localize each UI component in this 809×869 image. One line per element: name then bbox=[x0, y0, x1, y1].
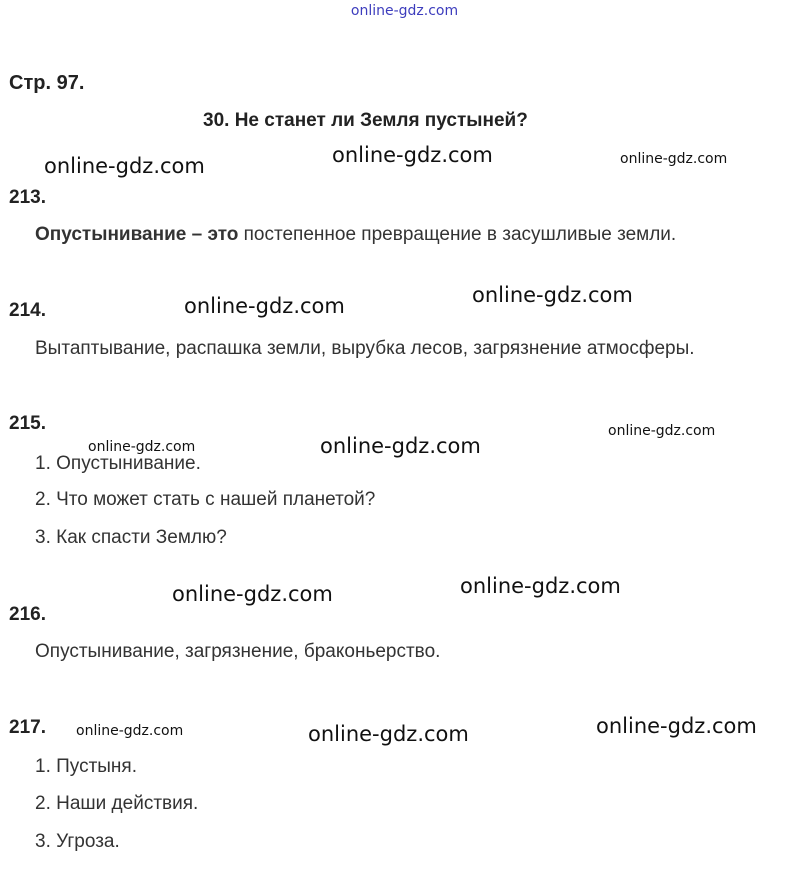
watermark: online-gdz.com bbox=[608, 423, 716, 439]
task-number-214: 214. bbox=[9, 300, 46, 321]
definition-text: постепенное превращение в засушливые земли. bbox=[238, 224, 677, 245]
watermark: online-gdz.com bbox=[88, 439, 196, 455]
task-number-217: 217. bbox=[9, 717, 46, 738]
task-number-216: 216. bbox=[9, 604, 46, 625]
watermark: online-gdz.com bbox=[44, 154, 205, 178]
lesson-title: 30. Не станет ли Земля пустыней? bbox=[203, 110, 528, 131]
task-number-213: 213. bbox=[9, 187, 46, 208]
task-214-answer: Вытаптывание, распашка земли, вырубка лесов, загрязнение атмосферы. bbox=[35, 338, 695, 359]
list-item: 2. Наши действия. bbox=[35, 793, 199, 814]
task-213-answer bbox=[35, 224, 676, 246]
list-item: 2. Что может стать с нашей планетой? bbox=[35, 489, 376, 510]
task-number-215: 215. bbox=[9, 413, 46, 434]
list-item: 1. Пустыня. bbox=[35, 756, 137, 777]
term-definition-label: Опустынивание – это bbox=[35, 224, 239, 245]
watermark: online-gdz.com bbox=[320, 434, 481, 458]
watermark: online-gdz.com bbox=[460, 574, 621, 598]
watermark: online-gdz.com bbox=[76, 723, 184, 739]
watermark: online-gdz.com bbox=[172, 582, 333, 606]
watermark: online-gdz.com bbox=[308, 722, 469, 746]
watermark: online-gdz.com bbox=[332, 143, 493, 167]
list-item: 3. Угроза. bbox=[35, 831, 120, 852]
watermark: online-gdz.com bbox=[620, 151, 728, 167]
list-item: 1. Опустынивание. bbox=[35, 453, 201, 474]
site-watermark: online-gdz.com bbox=[350, 3, 459, 19]
watermark: online-gdz.com bbox=[596, 714, 757, 738]
page-number: Стр. 97. bbox=[9, 72, 85, 94]
watermark: online-gdz.com bbox=[184, 294, 345, 318]
task-216-answer: Опустынивание, загрязнение, браконьерство. bbox=[35, 641, 441, 662]
watermark: online-gdz.com bbox=[472, 283, 633, 307]
list-item: 3. Как спасти Землю? bbox=[35, 527, 227, 548]
